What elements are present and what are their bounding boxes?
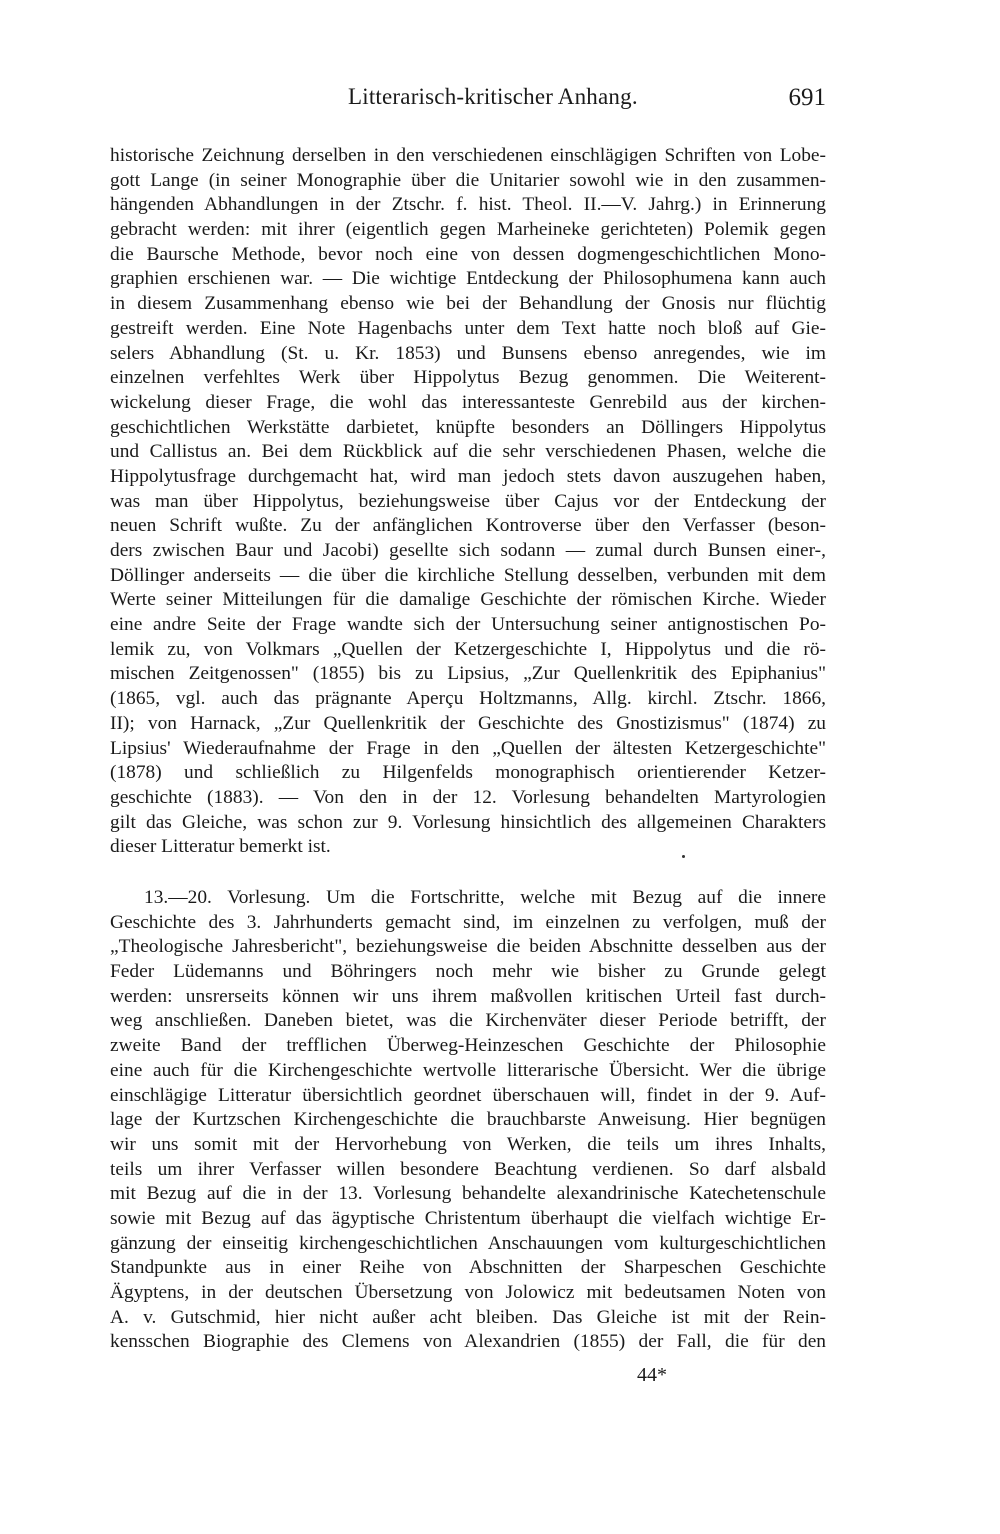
text-line: (1878) und schließlich zu Hilgenfelds monographisch orientierender Ketzer-	[110, 762, 826, 784]
text-line: II); von Harnack, „Zur Quellenkritik der Geschichte des Gnostizismus" (1874) zu	[110, 712, 826, 734]
text-line: „Theologische Jahresbericht", beziehungsweise die beiden Abschnitte desselben aus der	[110, 936, 826, 958]
print-speck	[682, 855, 685, 858]
text-line: einzelnen verfehltes Werk über Hippolytus Bezug genommen. Die Weiterent-	[110, 367, 826, 389]
text-line: die Baursche Methode, bevor noch eine von dessen dogmengeschichtlichen Mono-	[110, 243, 826, 265]
running-head-title: Litterarisch-kritischer Anhang.	[348, 84, 638, 109]
text-line: historische Zeichnung derselben in den verschiedenen einschlägigen Schriften von Lobe-	[110, 145, 826, 166]
text-line: gestreift werden. Eine Note Hagenbachs unter dem Text hatte noch bloß auf Gie-	[110, 317, 826, 339]
text-line: in diesem Zusammenhang ebenso wie bei der Behandlung der Gnosis nur flüchtig	[110, 293, 826, 315]
text-line: graphien erschienen war. — Die wichtige Entdeckung der Philosophumena kann auch	[110, 268, 826, 290]
text-line: und Callistus an. Bei dem Rückblick auf die sehr verschiedenen Phasen, welche die	[110, 441, 826, 463]
section-lead-line: 13.—20. Vorlesung. Um die Fortschritte, welche mit Bezug auf die innere	[144, 887, 826, 908]
text-line: selers Abhandlung (St. u. Kr. 1853) und Bunsens ebenso anregendes, wie im	[110, 342, 826, 364]
text-line: eine auch für die Kirchengeschichte wertvolle litterarische Übersicht. Wer die übrige	[110, 1059, 826, 1081]
text-line: gänzung der einseitig kirchengeschichtlichen Anschauungen vom kulturgeschichtlichen	[110, 1232, 826, 1254]
text-line: dieser Litteratur bemerkt ist.	[110, 836, 331, 858]
text-line: Hippolytusfrage durchgemacht hat, wird man jedoch stets davon auszugehen haben,	[110, 465, 826, 487]
signature-mark: 44*	[637, 1364, 667, 1386]
text-line: Werte seiner Mitteilungen für die damalige Geschichte der römischen Kirche. Wieder	[110, 589, 826, 611]
text-line: ders zwischen Baur und Jacobi) gesellte sich sodann — zumal durch Bunsen einer-,	[110, 540, 826, 561]
text-line: mit Bezug auf die in der 13. Vorlesung behandelte alexandrinische Katechetenschule	[110, 1183, 826, 1205]
paragraph-2	[110, 886, 826, 1355]
text-line: Ägyptens, in der deutschen Übersetzung von Jolowicz mit bedeutsamen Noten von	[110, 1282, 826, 1303]
text-line: lemik zu, von Volkmars „Quellen der Ketzergeschichte I, Hippolytus und die rö-	[110, 638, 826, 660]
text-line: teils um ihrer Verfasser willen besondere Beachtung verdienen. So darf alsbald	[110, 1158, 826, 1180]
text-line: weg anschließen. Daneben bietet, was die Kirchenväter dieser Periode betrifft, der	[110, 1010, 826, 1032]
text-line: (1865, vgl. auch das prägnante Aperçu Holtzmanns, Allg. kirchl. Ztschr. 1866,	[110, 688, 826, 710]
text-line: lage der Kurtzschen Kirchengeschichte die brauchbarste Anweisung. Hier begnügen	[110, 1109, 826, 1131]
text-line: gott Lange (in seiner Monographie über die Unitarier sowohl wie in den zusammen-	[110, 169, 826, 191]
text-line: neuen Schrift wußte. Zu der anfänglichen Kontroverse über den Verfasser (beson-	[110, 515, 826, 537]
text-line: Lipsius' Wiederaufnahme der Frage in den „Quellen der ältesten Ketzergeschichte"	[110, 737, 826, 759]
text-line: wir uns somit mit der Hervorhebung von Werken, die teils um ihres Inhalts,	[110, 1133, 826, 1155]
text-line: was man über Hippolytus, beziehungsweise über Cajus vor der Entdeckung der	[110, 490, 826, 512]
text-line: Feder Lüdemanns und Böhringers noch mehr wie bisher zu Grunde gelegt	[110, 961, 826, 983]
text-line: wickelung dieser Frage, die wohl das interessanteste Genrebild aus der kirchen-	[110, 391, 826, 413]
text-line: kensschen Biographie des Clemens von Alexandrien (1855) der Fall, die für den	[110, 1331, 826, 1353]
text-line: geschichtlichen Werkstätte darbietet, knüpfte besonders an Döllingers Hippolytus	[110, 416, 826, 438]
text-line: Döllinger anderseits — die über die kirchliche Stellung desselben, verbunden mit dem	[110, 564, 826, 586]
text-line: gilt das Gleiche, was schon zur 9. Vorlesung hinsichtlich des allgemeinen Charakters	[110, 811, 826, 833]
page-number: 691	[788, 84, 826, 111]
text-line: eine andre Seite der Frage wandte sich der Untersuchung seiner antignostischen Po-	[110, 614, 826, 636]
text-line: Standpunkte aus in einer Reihe von Abschnitten der Sharpeschen Geschichte	[110, 1257, 826, 1279]
text-line: A. v. Gutschmid, hier nicht außer acht bleiben. Das Gleiche ist mit der Rein-	[110, 1306, 826, 1328]
text-line: geschichte (1883). — Von den in der 12. Vorlesung behandelten Martyrologien	[110, 786, 826, 808]
text-line: mischen Zeitgenossen" (1855) bis zu Lipsius, „Zur Quellenkritik des Epiphanius"	[110, 663, 826, 685]
text-line: Geschichte des 3. Jahrhunderts gemacht sind, im einzelnen zu verfolgen, muß der	[110, 911, 826, 933]
text-line: einschlägige Litteratur übersichtlich geordnet überschauen will, findet in der 9. Auf-	[110, 1084, 826, 1106]
text-line: zweite Band der trefflichen Überweg-Heinzeschen Geschichte der Philosophie	[110, 1035, 826, 1057]
paragraph-1	[110, 144, 826, 860]
text-line: hängenden Abhandlungen in der Ztschr. f. hist. Theol. II.—V. Jahrg.) in Erinnerung	[110, 194, 826, 216]
text-line: werden: unsrerseits können wir uns ihrem maßvollen kritischen Urteil fast durch-	[110, 985, 826, 1007]
text-line: gebracht werden: mit ihrer (eigentlich gegen Marheineke gerichteten) Polemik gegen	[110, 219, 826, 241]
running-head	[110, 84, 826, 120]
text-line: sowie mit Bezug auf das ägyptische Christentum überhaupt die vielfach wichtige Er-	[110, 1207, 826, 1229]
